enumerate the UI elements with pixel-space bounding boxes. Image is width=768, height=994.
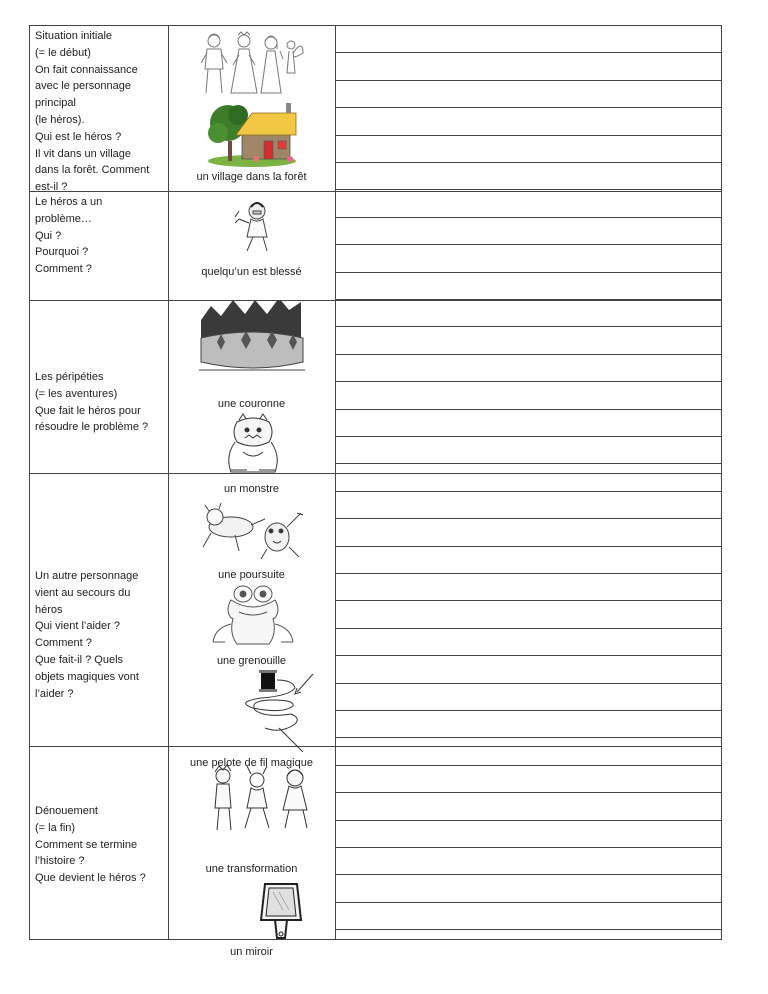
prompt-line: résoudre le problème ? bbox=[35, 421, 149, 434]
prompt-line: objets magiques vont bbox=[35, 670, 139, 683]
prompt-line: (= la fin) bbox=[35, 821, 76, 834]
section-prompt bbox=[35, 194, 163, 278]
image-caption: une transformation bbox=[205, 863, 298, 875]
prompt-line: avec le personnage bbox=[35, 80, 132, 93]
mirror-icon bbox=[257, 878, 305, 944]
prompt-line: Comment ? bbox=[35, 263, 92, 276]
prompt-line: Pourquoi ? bbox=[35, 246, 89, 259]
prompt-line: Comment ? bbox=[35, 637, 92, 650]
prompt-line: héros bbox=[35, 603, 63, 616]
image-caption: une grenouille bbox=[216, 655, 287, 667]
prompt-line: On fait connaissance bbox=[35, 63, 138, 76]
thread-spool-icon bbox=[231, 666, 321, 752]
frog-icon bbox=[209, 584, 295, 650]
prompt-line: (= les aventures) bbox=[35, 387, 118, 400]
prompt-line: Comment se termine bbox=[35, 838, 138, 851]
section-peripeties bbox=[29, 300, 722, 496]
image-caption: une couronne bbox=[217, 398, 286, 410]
prompt-line: l’aider ? bbox=[35, 687, 74, 700]
section-prompt bbox=[35, 369, 163, 436]
injured-person-icon bbox=[229, 199, 277, 255]
section-situation-initiale bbox=[29, 25, 722, 194]
section-prompt bbox=[35, 803, 163, 887]
prompt-line: Qui ? bbox=[35, 229, 62, 242]
section-prompt bbox=[35, 568, 163, 702]
prompt-line: Situation initiale bbox=[35, 30, 113, 42]
image-caption: un village dans la forêt bbox=[196, 171, 307, 183]
prompt-line: vient au secours du bbox=[35, 586, 131, 599]
prompt-line: Un autre personnage bbox=[35, 570, 139, 582]
image-caption: un monstre bbox=[223, 483, 280, 495]
prompt-line: Il vit dans un village bbox=[35, 147, 131, 160]
section-secours bbox=[29, 473, 722, 769]
prompt-line: problème… bbox=[35, 212, 92, 225]
story-worksheet-table bbox=[29, 25, 722, 958]
prompt-line: (le héros). bbox=[35, 113, 85, 126]
image-caption: un miroir bbox=[230, 946, 273, 958]
image-caption: quelqu’un est blessé bbox=[201, 266, 302, 278]
prompt-line: Qui vient l’aider ? bbox=[35, 620, 120, 633]
prompt-line: Le héros a un bbox=[35, 196, 103, 208]
chase-icon bbox=[201, 503, 307, 563]
prompt-line: Dénouement bbox=[35, 805, 98, 817]
transformation-icon bbox=[203, 764, 313, 834]
prompt-line: principal bbox=[35, 97, 76, 110]
prompt-line: (= le début) bbox=[35, 46, 91, 59]
fairy-tale-characters-icon bbox=[199, 31, 304, 97]
image-caption: une poursuite bbox=[218, 569, 285, 581]
prompt-line: Que fait le héros pour bbox=[35, 404, 141, 417]
house-in-forest-icon bbox=[206, 101, 298, 167]
section-prompt bbox=[35, 28, 163, 196]
prompt-line: l’histoire ? bbox=[35, 855, 85, 868]
prompt-line: dans la forêt. Comment bbox=[35, 164, 150, 177]
image-caption: une pelote de fil magique bbox=[190, 757, 313, 769]
prompt-line: Les péripéties bbox=[35, 371, 104, 383]
crown-icon bbox=[197, 300, 307, 372]
section-probleme bbox=[29, 191, 722, 300]
prompt-line: Qui est le héros ? bbox=[35, 130, 122, 143]
prompt-line: Que fait-il ? Quels bbox=[35, 653, 124, 666]
prompt-line: est-il ? bbox=[35, 181, 68, 194]
section-denouement bbox=[29, 746, 722, 958]
prompt-line: Que devient le héros ? bbox=[35, 872, 146, 885]
monster-icon bbox=[221, 412, 285, 478]
